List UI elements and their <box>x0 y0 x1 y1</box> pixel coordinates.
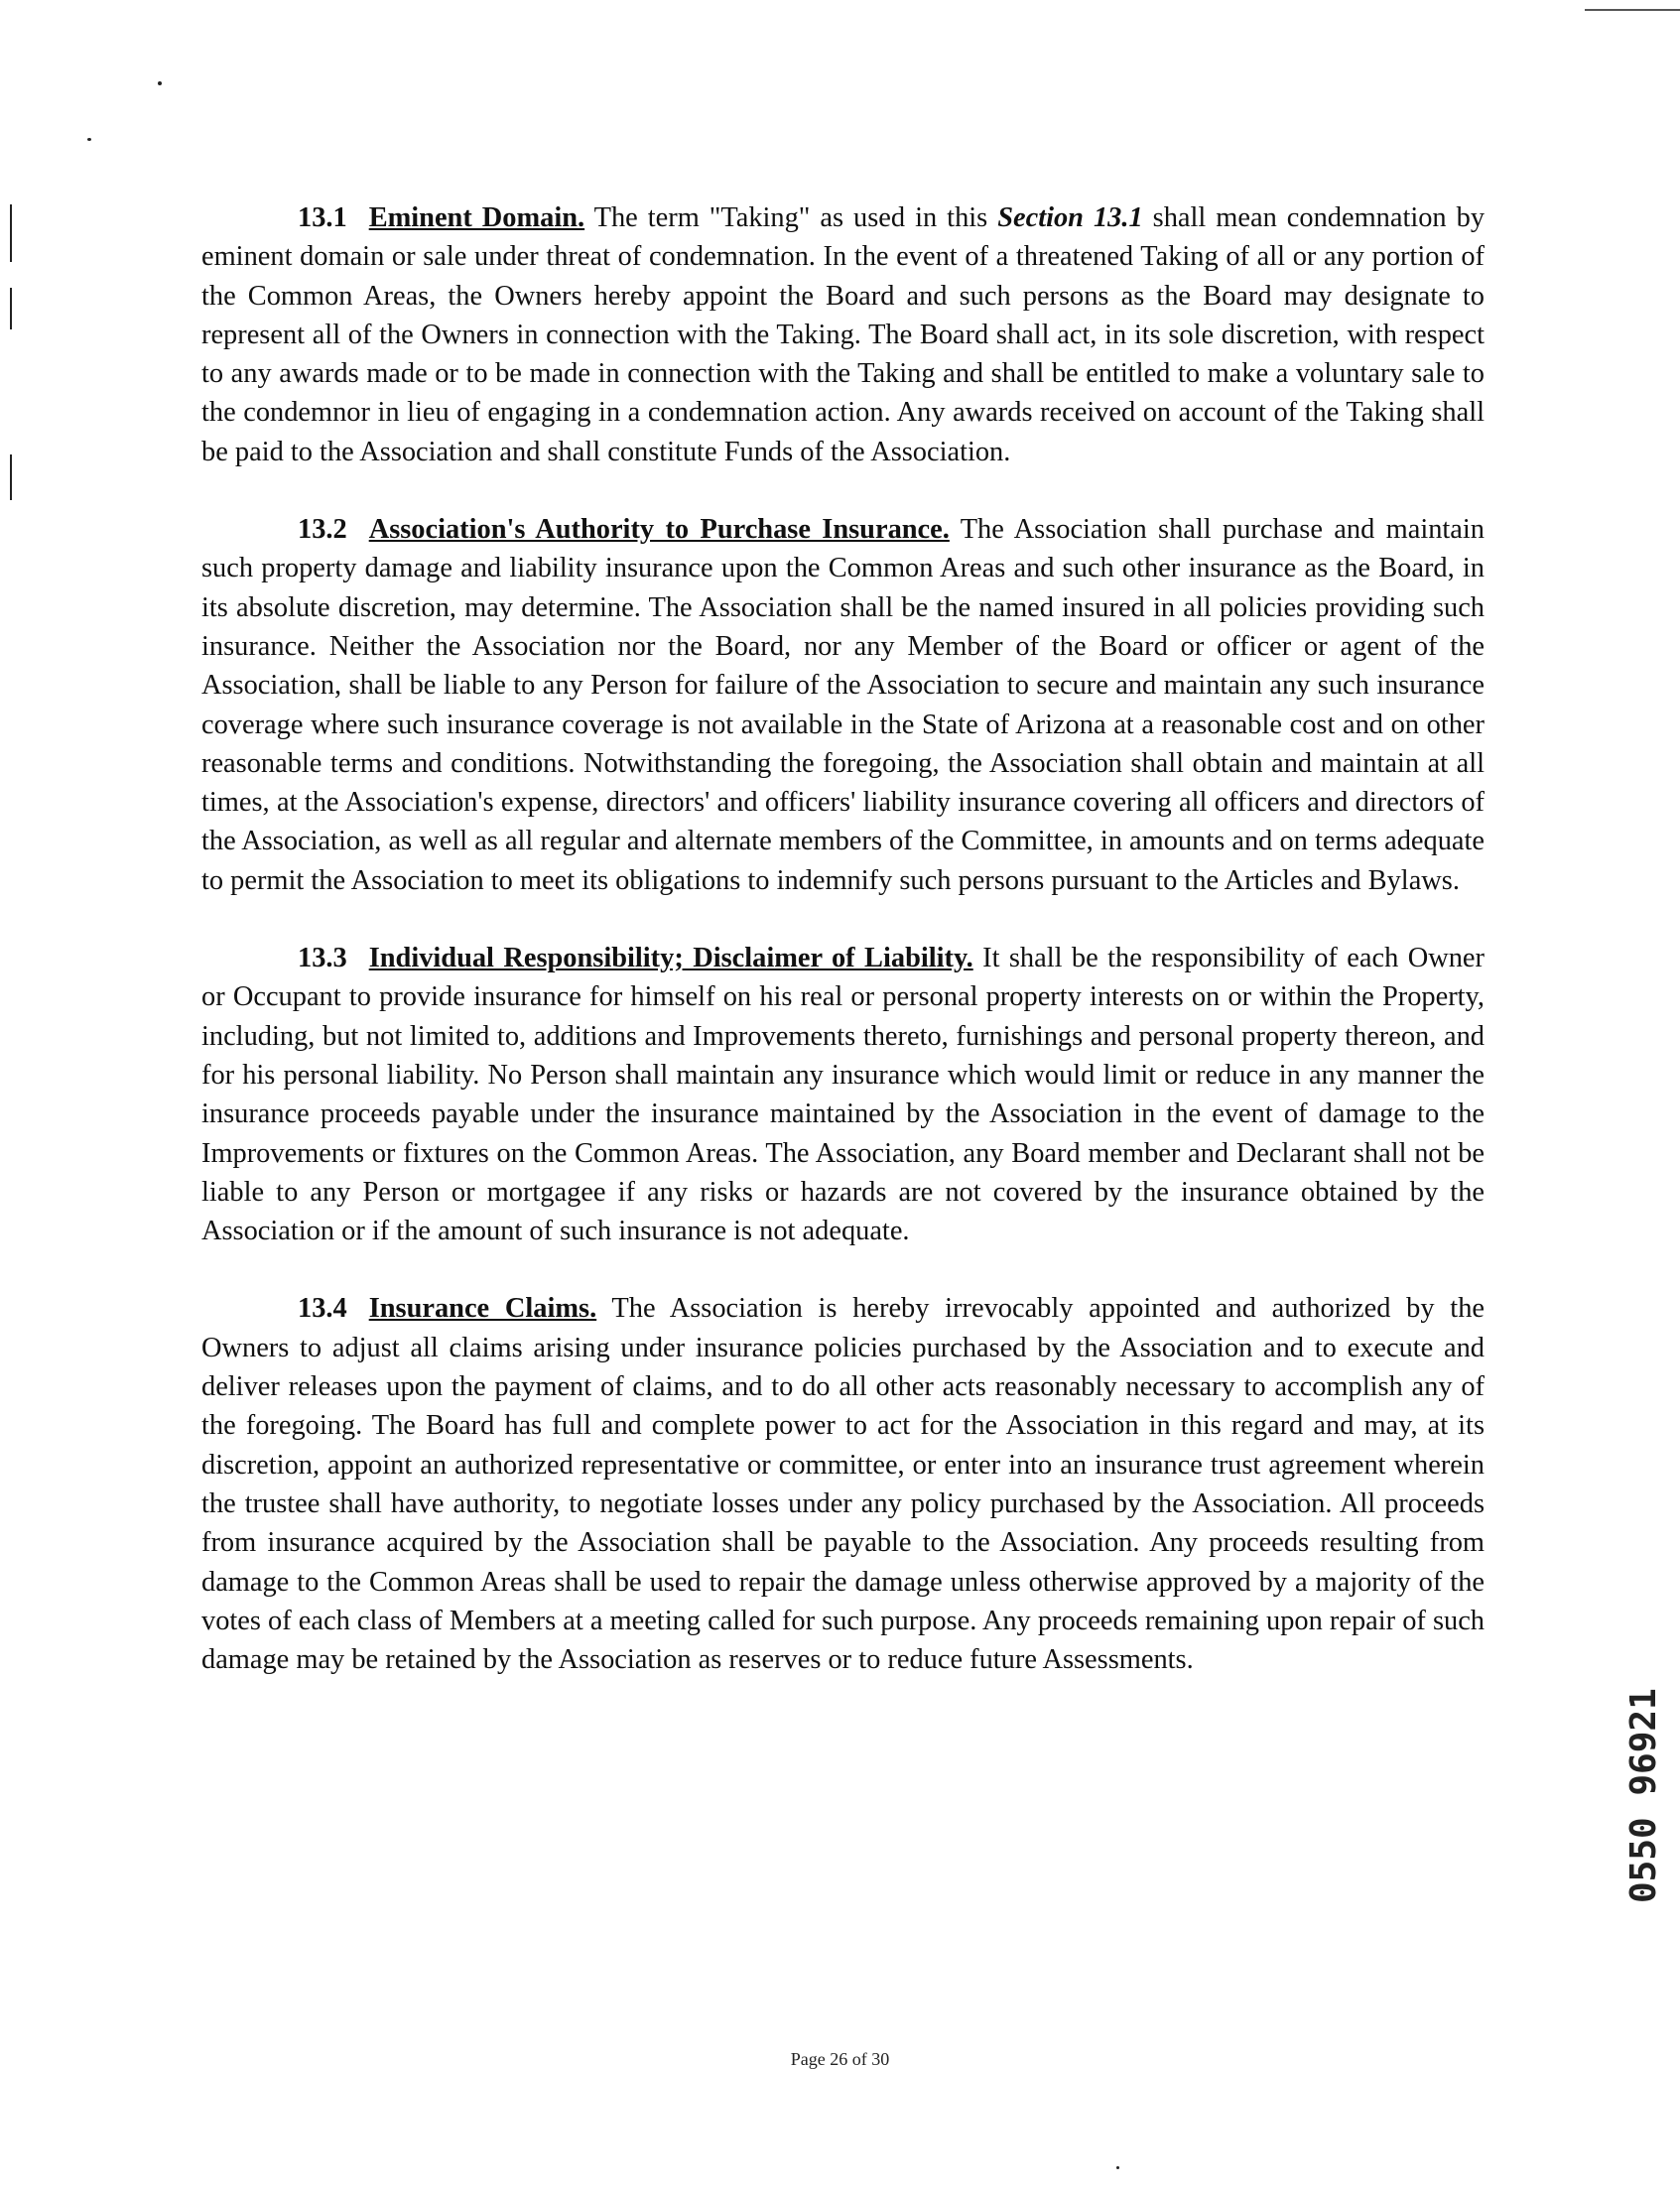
section-cross-reference: Section 13.1 <box>997 202 1143 233</box>
section-text: The Association shall purchase and maintain such property damage and liability insurance upon the Common Areas and such other insurance as the Board, in its absolute discretion, may determine. The Association shall be the named insured in all policies providing such insurance. Neither the Association nor the Board, nor any Member of the Board or officer or agent of the Association, shall be liable to any Person for failure of the Association to secure and maintain any such insurance coverage where such insurance coverage is not available in the State of Arizona at a reasonable cost and on other reasonable terms and conditions. Notwithstanding the foregoing, the Association shall obtain and maintain at all times, at the Association's expense, directors' and officers' liability insurance covering all officers and directors of the Association, as well as all regular and alternate members of the Committee, in amounts and on terms adequate to permit the Association to meet its obligations to indemnify such persons pursuant to the Articles and Bylaws. <box>201 514 1485 896</box>
page-footer: Page 26 of 30 <box>790 2049 890 2069</box>
section-title: Individual Responsibility; Disclaimer of Liability. <box>368 943 973 974</box>
section-number: 13.4 <box>298 1293 347 1325</box>
section-number: 13.3 <box>298 943 347 974</box>
section-text: The term "Taking" as used in this <box>584 202 998 233</box>
section-text: The Association is hereby irrevocably appointed and authorized by the Owners to adjust all claims arising under insurance policies purchased by the Association and to execute and deliver releases upon the payment of claims, and to do all other acts reasonably necessary to accomplish any of the foregoing. The Board has full and complete power to act for the Association in this regard and may, at its discretion, appoint an authorized representative or committee, or enter into an insurance trust agreement wherein the trustee shall have authority, to negotiate losses under any policy purchased by the Association. All proceeds from insurance acquired by the Association shall be payable to the Association. Any proceeds resulting from damage to the Common Areas shall be used to repair the damage unless otherwise approved by a majority of the votes of each class of Members at a meeting called for such purpose. Any proceeds remaining upon repair of such damage may be retained by the Association as reserves or to reduce future Assessments. <box>201 1293 1485 1676</box>
scan-speck <box>1116 2166 1119 2169</box>
document-body <box>201 198 1485 1718</box>
section-title: Association's Authority to Purchase Insurance. <box>368 514 950 546</box>
scan-speck <box>87 138 91 141</box>
recording-number-stamp <box>1604 1576 1680 1913</box>
section-number: 13.1 <box>298 202 347 233</box>
section-13-1 <box>201 198 1485 471</box>
section-title: Eminent Domain. <box>368 202 585 233</box>
margin-change-bar <box>10 204 12 262</box>
section-13-4 <box>201 1289 1485 1679</box>
margin-change-bar <box>10 288 12 329</box>
section-13-3 <box>201 939 1485 1250</box>
margin-change-bar <box>10 454 12 500</box>
section-text: It shall be the responsibility of each Owner or Occupant to provide insurance for himself on his real or personal property interests on or within the Property, including, but not limited to, additions and Improvements thereto, furnishings and personal property thereon, and for his personal liability. No Person shall maintain any insurance which would limit or reduce in any manner the insurance proceeds payable under the insurance maintained by the Association in the event of damage to the Improvements or fixtures on the Common Areas. The Association, any Board member and Declarant shall not be liable to any Person or mortgagee if any risks or hazards are not covered by the insurance obtained by the Association or if the amount of such insurance is not adequate. <box>201 943 1485 1247</box>
section-13-2 <box>201 510 1485 900</box>
section-number: 13.2 <box>298 514 347 546</box>
section-title: Insurance Claims. <box>368 1293 597 1325</box>
scan-speck <box>158 81 162 85</box>
recording-number-text: 0550 96921 <box>1623 1688 1664 1903</box>
top-edge-rule <box>1585 9 1680 11</box>
section-text: shall mean condemnation by eminent domain or sale under threat of condemnation. In the event of a threatened Taking of all or any portion of the Common Areas, the Owners hereby appoint the Board and such persons as the Board may designate to represent all of the Owners in connection with the Taking. The Board shall act, in its sole discretion, with respect to any awards made or to be made in connection with the Taking and shall be entitled to make a voluntary sale to the condemnor in lieu of engaging in a condemnation action. Any awards received on account of the Taking shall be paid to the Association and shall constitute Funds of the Association. <box>201 202 1486 467</box>
